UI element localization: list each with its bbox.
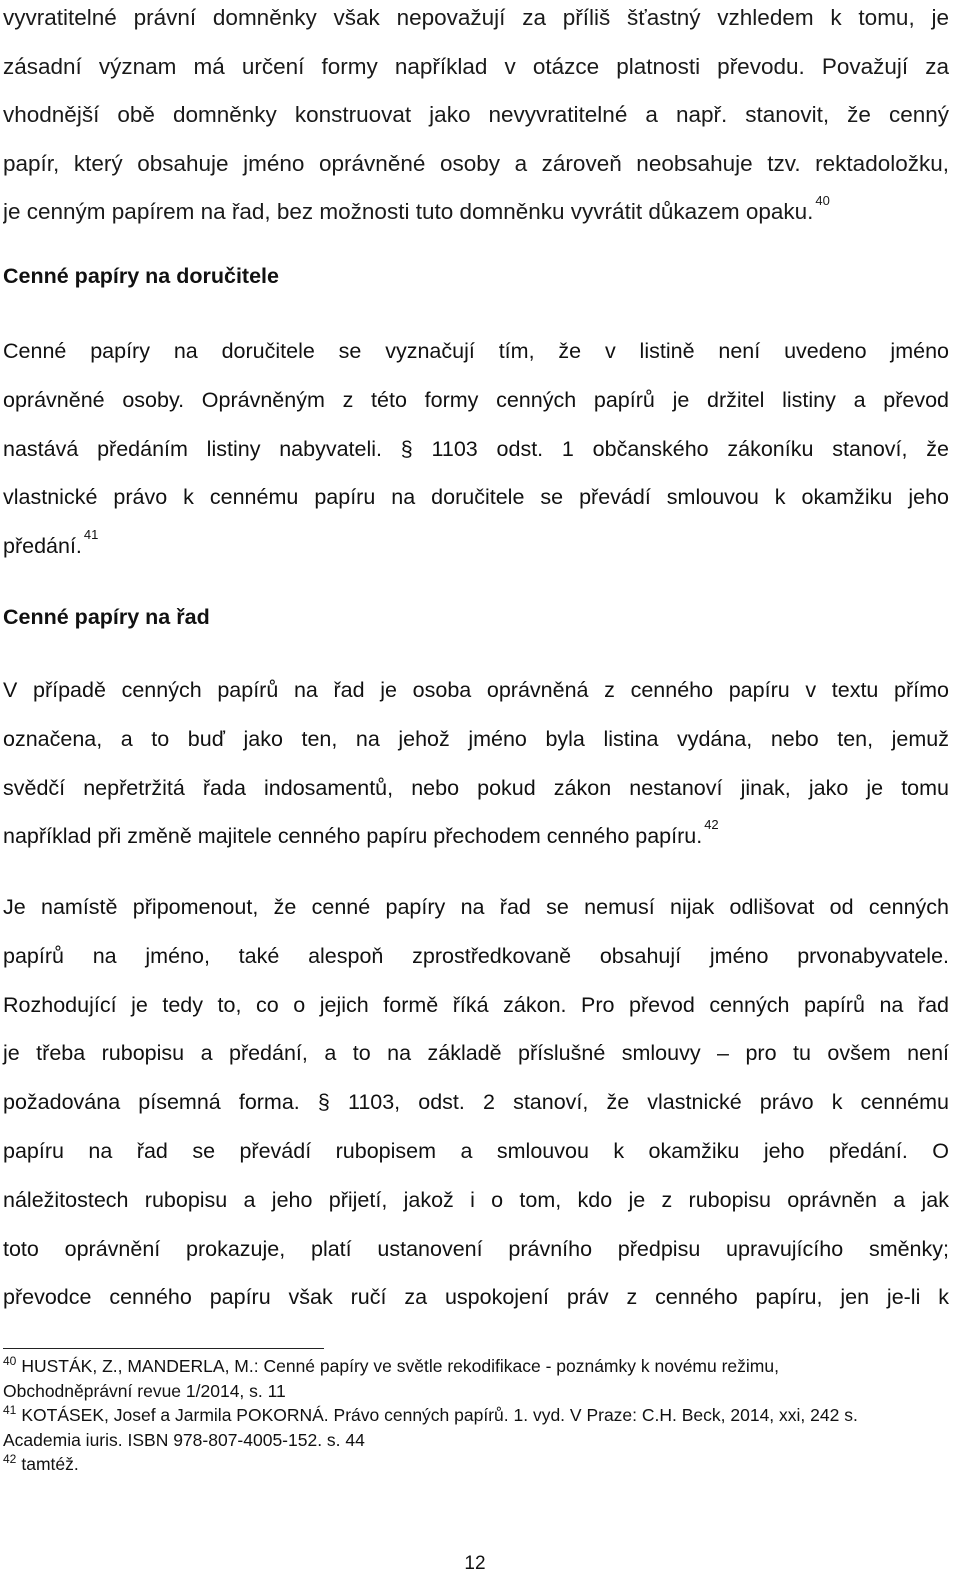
paragraph-line: V případě cenných papírů na řad je osoba oprávněná z cenného papíru v textu přímo [3,678,949,702]
paragraph-line: Je namístě připomenout, že cenné papíry na řad se nemusí nijak odlišovat od cenných [3,895,949,919]
footnote-separator [3,1348,324,1349]
paragraph-line-last [3,522,949,571]
footnote-line [3,1403,949,1428]
intro-line-text: je cenným papírem na řad, bez možnosti tuto domněnku vyvrátit důkazem opaku. [3,199,814,224]
footnote-line [3,1452,949,1477]
paragraph-line: náležitostech rubopisu a jeho přijetí, jakož i o tom, kdo je z rubopisu oprávněn a jak [3,1187,949,1212]
footnote-42 [3,1452,949,1477]
paragraph-order-1 [3,666,949,861]
footnote-41 [3,1403,949,1452]
footnote-line: Obchodněprávní revue 1/2014, s. 11 [3,1380,286,1401]
paragraph-line: je třeba rubopisu a předání, a to na základě příslušné smlouvy – pro tu ovšem není [3,1041,949,1066]
footnotes [3,1354,949,1477]
paragraph-line-text: například při změně majitele cenného papíru přechodem cenného papíru. [3,824,703,849]
intro-line: papír, který obsahuje jméno oprávněné osoby a zároveň neobsahuje tzv. rektadoložku, [3,150,949,176]
footnote-number: 41 [3,1403,17,1417]
paragraph-line-text: předání. [3,534,82,559]
footnote-text: tamtéž. [21,1454,79,1474]
paragraph-line: svědčí nepřetržitá řada indosamentů, nebo pokud zákon nestanoví jinak, jako je tomu [3,775,949,800]
paragraph-line-last [3,812,949,861]
footnote-line: Academia iuris. ISBN 978-807-4005-152. s. 44 [3,1429,365,1450]
footnote-line [3,1354,949,1379]
section-heading-bearer: Cenné papíry na doručitele [3,264,279,288]
footnote-number: 42 [3,1452,17,1466]
section-heading-order: Cenné papíry na řad [3,605,210,629]
paragraph-bearer [3,327,949,571]
footnote-reference-42: 42 [704,817,719,833]
paragraph-line: nastává předáním listiny nabyvateli. § 1103 odst. 1 občanského zákoníku stanoví, že [3,436,949,461]
intro-line-last [3,188,949,237]
paragraph-line: vlastnické právo k cennému papíru na doručitele se převádí smlouvou k okamžiku jeho [3,485,949,510]
footnote-reference-41: 41 [83,527,99,543]
paragraph-line: Cenné papíry na doručitele se vyznačují tím, že v listině není uvedeno jméno [3,339,949,363]
paragraph-line: papíru na řad se převádí rubopisem a smlouvou k okamžiku jeho předání. O [3,1138,949,1163]
paragraph-line: papírů na jméno, také alespoň zprostředkovaně obsahují jméno prvonabyvatele. [3,943,949,968]
paragraph-line: toto oprávnění prokazuje, platí ustanovení právního předpisu upravujícího směnky; [3,1236,949,1261]
paragraph-line: požadována písemná forma. § 1103, odst. 2 stanoví, že vlastnické právo k cennému [3,1090,949,1115]
paragraph-order-2 [3,883,949,1322]
paragraph-line: převodce cenného papíru však ručí za uspokojení práv z cenného papíru, jen je-li k [3,1285,949,1310]
paragraph-line: označena, a to buď jako ten, na jehož jméno byla listina vydána, nebo ten, jemuž [3,726,949,751]
footnote-text: KOTÁSEK, Josef a Jarmila POKORNÁ. Právo cenných papírů. 1. vyd. V Praze: C.H. Beck, 2014, xxi, 242 s. [21,1405,858,1425]
intro-line: zásadní význam má určení formy například v otázce platnosti převodu. Považují za [3,53,949,79]
paragraph-line: oprávněné osoby. Oprávněným z této formy cenných papírů je držitel listiny a převod [3,387,949,412]
footnote-40 [3,1354,949,1403]
footnote-text: HUSTÁK, Z., MANDERLA, M.: Cenné papíry ve světle rekodifikace - poznámky k novému režimu, [21,1356,779,1376]
footnote-reference-40: 40 [815,193,830,208]
intro-line: vyvratitelné právní domněnky však nepovažují za příliš šťastný vzhledem k tomu, je [3,5,949,30]
intro-paragraph [3,0,949,237]
page-number: 12 [464,1553,486,1574]
intro-line: vhodnější obě domněnky konstruovat jako nevyvratitelné a např. stanovit, že cenný [3,102,949,127]
paragraph-line: Rozhodující je tedy to, co o jejich formě říká zákon. Pro převod cenných papírů na řad [3,992,949,1017]
footnote-number: 40 [3,1354,17,1368]
